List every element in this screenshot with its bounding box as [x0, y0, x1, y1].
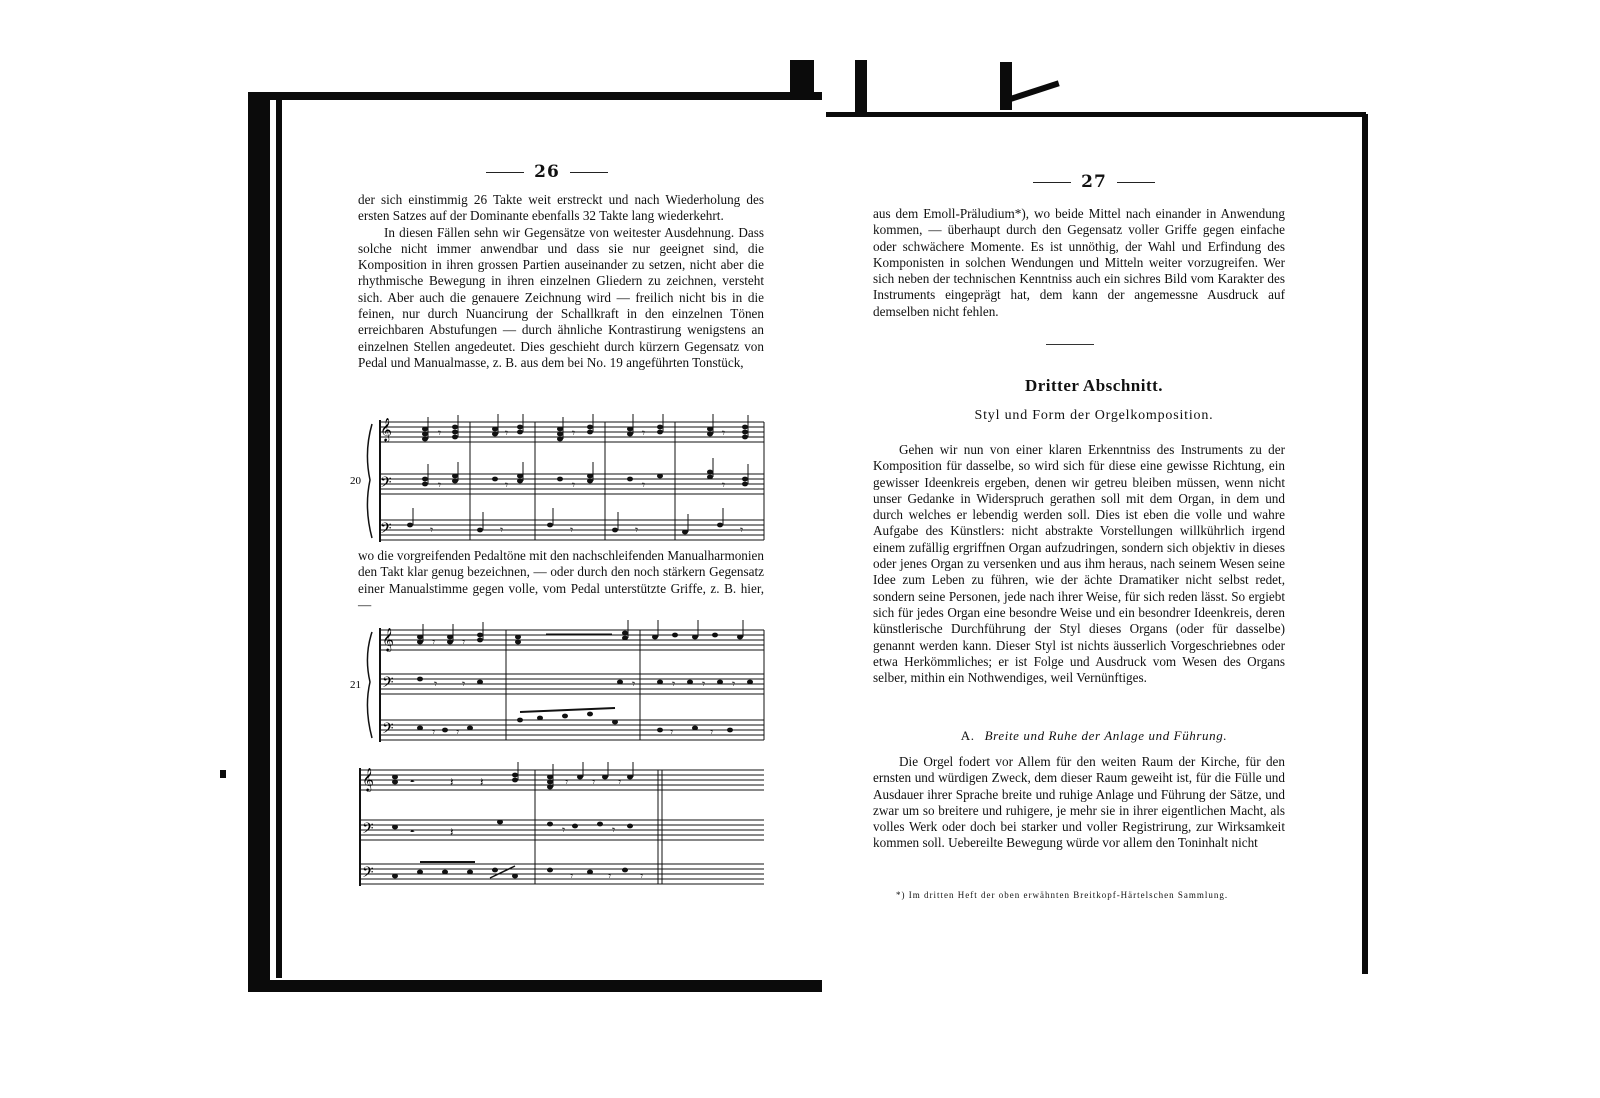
left-paragraph-3: wo die vorgreifenden Pedaltöne mit den nachschleifenden Manualharmonien den Takt klar genug bezeichnen, — oder durch den noch stärkern Gegensatz einer Manualstimme gegen volle, vom Pedal unterstützte Griffe, z. B. hier, — — [358, 548, 764, 612]
left-text-middle — [358, 548, 764, 613]
svg-text:𝄞: 𝄞 — [362, 767, 374, 791]
svg-text:𝄾: 𝄾 — [608, 869, 612, 883]
section-title: Dritter Abschnitt. — [1024, 376, 1164, 395]
svg-text:𝄢: 𝄢 — [382, 720, 394, 741]
scan-artifact-dot — [220, 770, 226, 778]
music-example-21 — [350, 616, 770, 748]
svg-text:𝄾: 𝄾 — [505, 478, 509, 492]
book-edge-left — [248, 92, 270, 992]
svg-text:𝄾: 𝄾 — [462, 635, 466, 649]
scan-artifact-1 — [790, 60, 814, 100]
subsection-title: Breite und Ruhe der Anlage und Führung. — [984, 728, 1228, 743]
section-subtitle: Styl und Form der Orgelkomposition. — [974, 408, 1214, 423]
svg-text:𝄾: 𝄾 — [432, 725, 436, 739]
barlines — [470, 422, 764, 540]
svg-text:𝄾: 𝄾 — [434, 677, 438, 691]
svg-text:𝄾: 𝄾 — [438, 478, 442, 492]
scan-artifact-2 — [855, 60, 867, 112]
right-paragraph-2: Gehen wir nun von einer klaren Erkenntniss des Instruments zu der Komposition für dasselbe, so wird sich für diese eine gewisse Richtung, ein gewisser Ideenkreis ergeben, denen wir getreu bleiben müssen, wenn nicht unser Gedanke in Widerspruch gerathen soll mit dem Organ, in dem und durch welches er lebendig werden soll. Dies ist eben die volle und wahre Aufgabe des Künstlers: nicht abstrakte Vorstellungen willkührlich irgend einem zufällig ergriffnen Organ aufzudringen, sondern sich objektiv in dieses oder jenes Organ zu versenken und aus ihm heraus, nach seinem Wesen seine Idee zum Leben zu führen, wie der ächte Dramatiker nicht selbst redet, sondern seine Personen, jede nach ihrer Weise, für sich reden lässt. So ergiebt sich für jedes Organ eine besondre Weise und ein besondrer Ideenkreis, deren künstlerische Durchführung der Styl dieses Organs (oder für dasselbe) genannt werden kann. Dieser Styl ist nichts äusserlich Vorgeschriebnes oder etwa Herkömmliches; er ist Folge und Ausdruck vom Wesen des Organs selber, mithin ein Nothwendiges, weil Vernünftiges. — [873, 442, 1285, 686]
svg-text:𝄞: 𝄞 — [382, 627, 394, 651]
page-number-right — [828, 172, 1360, 192]
svg-text:𝄾: 𝄾 — [462, 677, 466, 691]
bass-clef-icon: 𝄢 — [380, 474, 392, 495]
section-divider — [1046, 344, 1094, 345]
svg-text:𝄾: 𝄾 — [722, 426, 726, 440]
right-text-top — [873, 206, 1285, 320]
svg-text:𝄾: 𝄾 — [642, 478, 646, 492]
subsection-heading — [828, 728, 1360, 744]
brace-icon — [367, 424, 372, 538]
brace-icon — [367, 632, 372, 738]
right-paragraph-3: Die Orgel fodert vor Allem für den weiten Raum der Kirche, für den ernsten und würdigen Zweck, dem dieser Raum geweiht ist, für die Fülle und Ausdauer ihrer Sprache breite und ruhige Anlage und Führung der Sätze, und zwar um so breitere und ruhigere, je mehr sie in ihrer eigentlichen Macht, als volles Werk oder doch bei starker und voller Registrirung, zur Wirksamkeit kommen soll. Uebereilte Bewegung würde vor allem den Toninhalt nicht — [873, 754, 1285, 851]
left-paragraph-1: der sich einstimmig 26 Takte weit erstreckt und nach Wiederholung des ersten Satzes auf der Dominante ebenfalls 32 Takte lang wiederkehrt. — [358, 192, 764, 224]
svg-text:𝄾: 𝄾 — [572, 426, 576, 440]
book-edge-top-left — [262, 92, 822, 100]
example-20-number: 20 — [350, 475, 361, 487]
left-page — [284, 100, 810, 978]
music-example-21-continuation — [350, 760, 770, 890]
svg-text:𝄢: 𝄢 — [382, 674, 394, 695]
svg-text:𝄾: 𝄾 — [570, 869, 574, 883]
svg-text:𝄾: 𝄾 — [740, 523, 744, 537]
svg-text:𝄾: 𝄾 — [640, 869, 644, 883]
book-edge-right — [1362, 114, 1368, 974]
svg-text:𝄾: 𝄾 — [635, 523, 639, 537]
music-example-20 — [350, 412, 770, 548]
svg-text:𝄾: 𝄾 — [592, 775, 596, 789]
left-paragraph-2: In diesen Fällen sehn wir Gegensätze von weitester Ausdehnung. Dass solche nicht immer anwendbar und dass sie nur geeignet sind, die Komposition in ihren grossen Partien auseinander zu setzen, nicht aber die rhythmische Bewegung in ihren einzelnen Gliedern zu zeichnen, versteht sich. Aber auch die genauere Zeichnung wird — freilich nicht bis in die feinen, nur durch Nuancirung der Schallkraft in den einzelnen Tönen erreichbaren Abstufungen — durch ähnliche Kontrastirung wenigstens an einzelnen Stellen angedeutet. Dies geschieht durch kürzern Gegensatz von Pedal und Manualmasse, z. B. aus dem bei No. 19 angeführten Tonstück, — [358, 224, 764, 370]
svg-text:𝄾: 𝄾 — [702, 677, 706, 691]
svg-text:𝄾: 𝄾 — [732, 677, 736, 691]
page-number-left — [284, 162, 810, 182]
subsection-letter: A. — [960, 728, 975, 743]
scan-artifact-3 — [1000, 62, 1012, 110]
page-number-left-text: 26 — [534, 162, 560, 182]
svg-text:𝄽: 𝄽 — [480, 775, 484, 789]
book-edge-bottom — [262, 980, 822, 992]
svg-text:𝄾: 𝄾 — [432, 635, 436, 649]
svg-text:𝄾: 𝄾 — [618, 775, 622, 789]
svg-text:𝄾: 𝄾 — [710, 725, 714, 739]
svg-text:𝄾: 𝄾 — [632, 677, 636, 691]
svg-text:𝄼: 𝄼 — [410, 825, 415, 839]
bass-clef-pedal-icon: 𝄢 — [380, 520, 392, 541]
scan-artifact-4 — [1010, 80, 1059, 101]
svg-text:𝄽: 𝄽 — [450, 825, 454, 839]
example-21-number: 21 — [350, 679, 361, 691]
svg-text:𝄾: 𝄾 — [456, 725, 460, 739]
svg-text:𝄾: 𝄾 — [642, 426, 646, 440]
svg-text:𝄾: 𝄾 — [612, 823, 616, 837]
svg-text:𝄾: 𝄾 — [500, 523, 504, 537]
page-number-right-text: 27 — [1081, 172, 1107, 192]
left-text-top — [358, 192, 764, 371]
svg-text:𝄾: 𝄾 — [572, 478, 576, 492]
svg-text:𝄾: 𝄾 — [505, 426, 509, 440]
book-edge-top-right — [826, 112, 1366, 117]
svg-text:𝄽: 𝄽 — [450, 775, 454, 789]
svg-text:𝄾: 𝄾 — [430, 523, 434, 537]
svg-text:𝄾: 𝄾 — [570, 523, 574, 537]
footnote: *) Im dritten Heft der oben erwähnten Breitkopf-Härtelschen Sammlung. — [896, 890, 1229, 900]
svg-text:𝄢: 𝄢 — [362, 864, 374, 885]
svg-text:𝄾: 𝄾 — [670, 725, 674, 739]
svg-text:𝄼: 𝄼 — [410, 775, 415, 789]
svg-text:𝄾: 𝄾 — [562, 823, 566, 837]
svg-text:𝄾: 𝄾 — [672, 677, 676, 691]
book-edge-left-inner — [276, 98, 282, 978]
right-text-bottom — [873, 754, 1285, 852]
svg-text:𝄢: 𝄢 — [362, 820, 374, 841]
svg-text:𝄾: 𝄾 — [438, 426, 442, 440]
right-text-middle — [873, 442, 1285, 686]
treble-clef-icon: 𝄞 — [380, 417, 392, 441]
right-paragraph-1: aus dem Emoll-Präludium*), wo beide Mittel nach einander in Anwendung kommen, — überhaupt durch den Gegensatz voller Griffe gegen einfache oder schwächere Momente. Es ist unnöthig, der Wahl und Erfindung des Komponisten in solchen Wendungen und Mitteln weiter vorzugreifen. Wer sich neben der technischen Kenntniss auch ein sichres Bild vom Karakter des Instruments eingeprägt hat, dem kann der angemessne Ausdruck auf demselben nicht fehlen. — [873, 206, 1285, 319]
svg-text:𝄾: 𝄾 — [565, 775, 569, 789]
svg-text:𝄾: 𝄾 — [722, 478, 726, 492]
right-page — [828, 118, 1360, 974]
